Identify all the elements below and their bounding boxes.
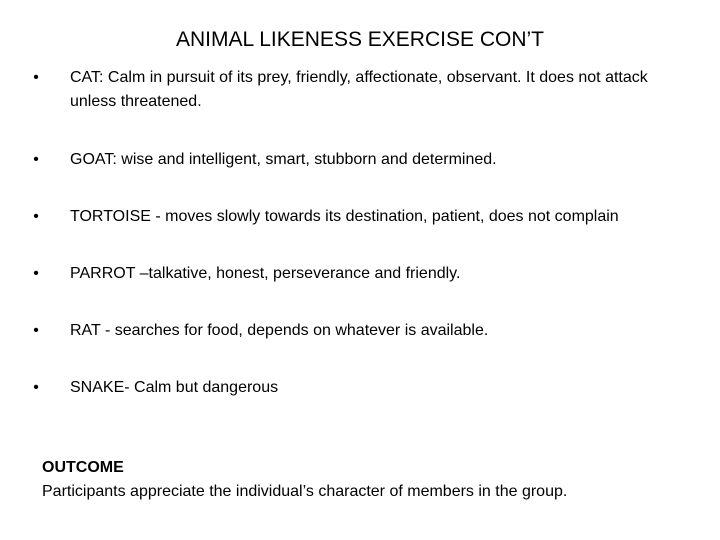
slide-title: ANIMAL LIKENESS EXERCISE CON’T bbox=[176, 28, 544, 51]
bullet-text: PARROT –talkative, honest, perseverance and friendly. bbox=[70, 265, 461, 282]
bullet-item-snake bbox=[28, 376, 668, 400]
bullet-icon: • bbox=[33, 69, 39, 86]
bullet-list bbox=[28, 66, 668, 400]
bullet-item-tortoise bbox=[28, 205, 668, 229]
bullet-text: CAT: Calm in pursuit of its prey, friendly, affectionate, observant. It does not attack unless threatened. bbox=[70, 69, 648, 110]
bullet-text: SNAKE- Calm but dangerous bbox=[70, 379, 279, 396]
bullet-item-parrot bbox=[28, 262, 668, 286]
bullet-item-rat bbox=[28, 319, 668, 343]
bullet-icon: • bbox=[33, 322, 39, 339]
bullet-icon: • bbox=[33, 208, 39, 225]
bullet-icon: • bbox=[33, 265, 39, 282]
bullet-text: RAT - searches for food, depends on whatever is available. bbox=[70, 322, 489, 339]
bullet-item-cat bbox=[28, 66, 668, 114]
bullet-icon: • bbox=[33, 379, 39, 396]
outcome-heading: OUTCOME bbox=[42, 459, 124, 476]
outcome-section bbox=[42, 456, 702, 504]
bullet-text: GOAT: wise and intelligent, smart, stubborn and determined. bbox=[70, 151, 497, 168]
outcome-text: Participants appreciate the individual’s character of members in the group. bbox=[42, 483, 568, 500]
bullet-icon: • bbox=[33, 151, 39, 168]
bullet-item-goat bbox=[28, 148, 668, 172]
bullet-text: TORTOISE - moves slowly towards its destination, patient, does not complain bbox=[70, 208, 619, 225]
